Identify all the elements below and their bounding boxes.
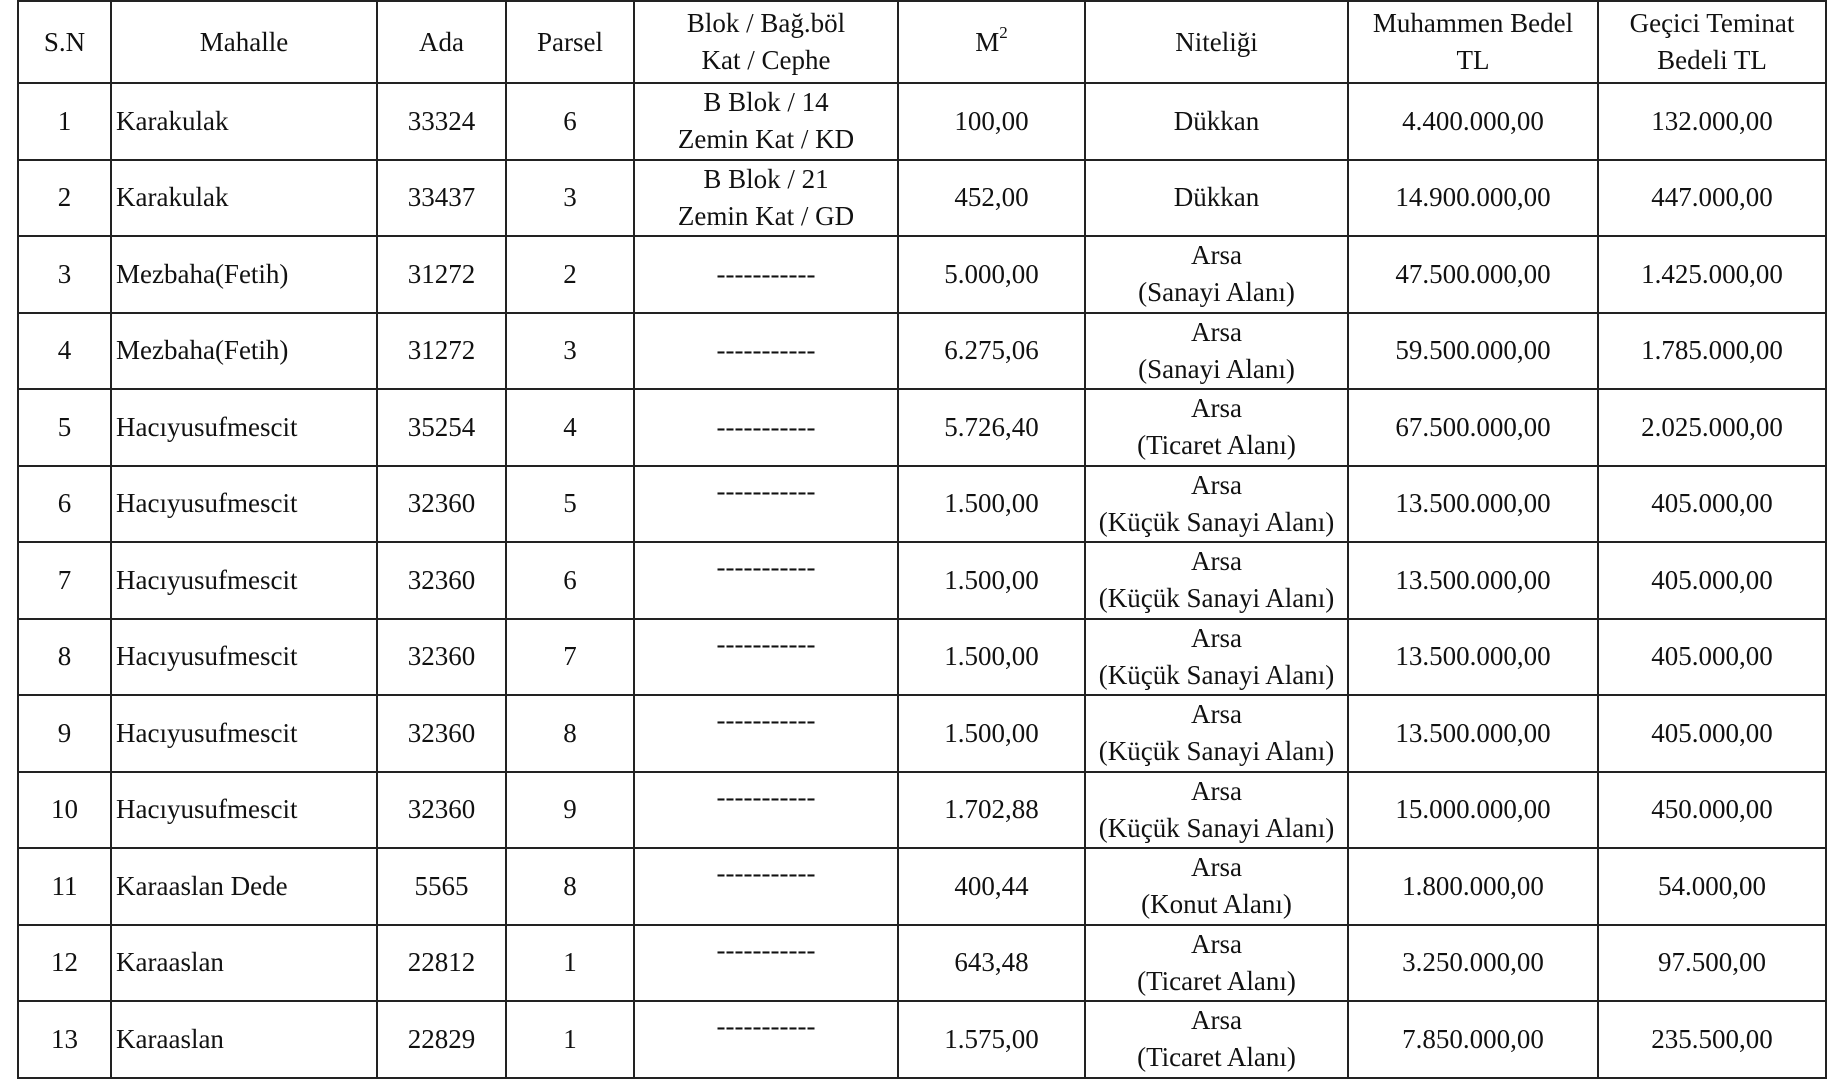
cell-muhammen: 7.850.000,00 <box>1348 1001 1598 1078</box>
cell-sn: 6 <box>18 466 111 543</box>
header-teminat-line1: Geçici Teminat <box>1629 8 1795 38</box>
cell-nitelik-line1: Arsa <box>1191 393 1242 424</box>
cell-muhammen: 47.500.000,00 <box>1348 236 1598 313</box>
cell-blok <box>634 619 898 696</box>
cell-mahalle: Mezbaha(Fetih) <box>111 313 377 390</box>
cell-blok <box>634 772 898 849</box>
cell-nitelik <box>1085 313 1348 390</box>
cell-nitelik-line2: (Sanayi Alanı) <box>1138 277 1295 308</box>
cell-muhammen: 13.500.000,00 <box>1348 619 1598 696</box>
cell-teminat: 1.425.000,00 <box>1598 236 1826 313</box>
cell-nitelik <box>1085 236 1348 313</box>
cell-muhammen: 15.000.000,00 <box>1348 772 1598 849</box>
cell-blok-line1: ----------- <box>716 475 816 506</box>
cell-teminat: 450.000,00 <box>1598 772 1826 849</box>
cell-ada: 32360 <box>377 619 506 696</box>
cell-nitelik <box>1085 542 1348 619</box>
cell-mahalle: Karakulak <box>111 160 377 237</box>
header-ada: Ada <box>377 1 506 83</box>
cell-m2: 1.500,00 <box>898 466 1085 543</box>
header-sn: S.N <box>18 1 111 83</box>
cell-sn: 3 <box>18 236 111 313</box>
table-row <box>18 1001 1826 1078</box>
header-m2-superscript: 2 <box>999 22 1008 42</box>
header-teminat <box>1598 1 1826 83</box>
table-row <box>18 772 1826 849</box>
cell-m2: 6.275,06 <box>898 313 1085 390</box>
cell-parsel: 1 <box>506 925 634 1002</box>
header-blok-line2: Kat / Cephe <box>701 45 831 75</box>
cell-parsel: 8 <box>506 695 634 772</box>
cell-muhammen: 59.500.000,00 <box>1348 313 1598 390</box>
cell-m2: 1.500,00 <box>898 619 1085 696</box>
cell-blok <box>634 542 898 619</box>
cell-m2: 100,00 <box>898 83 1085 160</box>
table-row <box>18 466 1826 543</box>
cell-m2: 1.500,00 <box>898 542 1085 619</box>
cell-teminat: 447.000,00 <box>1598 160 1826 237</box>
cell-sn: 8 <box>18 619 111 696</box>
cell-m2: 452,00 <box>898 160 1085 237</box>
cell-nitelik-line1: Arsa <box>1191 852 1242 883</box>
cell-blok <box>634 236 898 313</box>
cell-sn: 4 <box>18 313 111 390</box>
cell-blok <box>634 925 898 1002</box>
cell-blok-line1: ----------- <box>716 1011 816 1041</box>
cell-blok-line1: ----------- <box>716 411 816 442</box>
cell-m2: 1.500,00 <box>898 695 1085 772</box>
cell-blok-line1: ----------- <box>716 258 816 289</box>
cell-sn: 11 <box>18 848 111 925</box>
cell-muhammen: 13.500.000,00 <box>1348 542 1598 619</box>
cell-teminat: 2.025.000,00 <box>1598 389 1826 466</box>
cell-sn: 13 <box>18 1001 111 1078</box>
cell-ada: 32360 <box>377 466 506 543</box>
header-row <box>18 1 1826 83</box>
cell-ada: 31272 <box>377 313 506 390</box>
header-nitelik: Niteliği <box>1085 1 1348 83</box>
cell-blok <box>634 695 898 772</box>
cell-nitelik-line1: Arsa <box>1191 928 1242 959</box>
cell-parsel: 7 <box>506 619 634 696</box>
cell-mahalle: Hacıyusufmescit <box>111 389 377 466</box>
cell-nitelik-line1: Dükkan <box>1173 105 1260 136</box>
cell-blok-line1: ----------- <box>716 628 816 659</box>
auction-property-table-sheet <box>17 0 1825 1079</box>
cell-teminat: 132.000,00 <box>1598 83 1826 160</box>
cell-teminat: 235.500,00 <box>1598 1001 1826 1078</box>
cell-parsel: 6 <box>506 542 634 619</box>
cell-nitelik-line2: (Konut Alanı) <box>1141 889 1292 920</box>
cell-mahalle: Karaaslan Dede <box>111 848 377 925</box>
cell-blok <box>634 1001 898 1078</box>
cell-nitelik <box>1085 389 1348 466</box>
cell-nitelik-line2: (Ticaret Alanı) <box>1137 430 1296 461</box>
cell-teminat: 405.000,00 <box>1598 619 1826 696</box>
table-row <box>18 848 1826 925</box>
cell-muhammen: 3.250.000,00 <box>1348 925 1598 1002</box>
cell-nitelik-line1: Arsa <box>1191 622 1242 653</box>
cell-sn: 7 <box>18 542 111 619</box>
cell-blok-line1: ----------- <box>716 781 816 812</box>
cell-teminat: 97.500,00 <box>1598 925 1826 1002</box>
cell-ada: 33324 <box>377 83 506 160</box>
cell-ada: 5565 <box>377 848 506 925</box>
cell-blok <box>634 389 898 466</box>
cell-m2: 5.000,00 <box>898 236 1085 313</box>
table-row <box>18 313 1826 390</box>
cell-parsel: 2 <box>506 236 634 313</box>
header-blok-line1: Blok / Bağ.böl <box>686 8 846 38</box>
table-body <box>18 83 1826 1078</box>
cell-nitelik-line1: Arsa <box>1191 699 1242 730</box>
cell-parsel: 5 <box>506 466 634 543</box>
cell-sn: 1 <box>18 83 111 160</box>
cell-muhammen: 13.500.000,00 <box>1348 695 1598 772</box>
cell-parsel: 1 <box>506 1001 634 1078</box>
cell-sn: 10 <box>18 772 111 849</box>
cell-teminat: 405.000,00 <box>1598 466 1826 543</box>
cell-m2: 400,44 <box>898 848 1085 925</box>
cell-muhammen: 13.500.000,00 <box>1348 466 1598 543</box>
cell-mahalle: Hacıyusufmescit <box>111 772 377 849</box>
cell-parsel: 3 <box>506 313 634 390</box>
cell-mahalle: Hacıyusufmescit <box>111 695 377 772</box>
cell-nitelik-line2: (Ticaret Alanı) <box>1137 965 1296 996</box>
cell-ada: 32360 <box>377 542 506 619</box>
header-mahalle: Mahalle <box>111 1 377 83</box>
table-row <box>18 925 1826 1002</box>
cell-nitelik-line2: (Sanayi Alanı) <box>1138 353 1295 384</box>
cell-mahalle: Hacıyusufmescit <box>111 619 377 696</box>
cell-nitelik <box>1085 619 1348 696</box>
cell-nitelik <box>1085 772 1348 849</box>
cell-blok <box>634 313 898 390</box>
cell-ada: 31272 <box>377 236 506 313</box>
cell-nitelik <box>1085 83 1348 160</box>
table-row <box>18 695 1826 772</box>
cell-nitelik-line2: (Küçük Sanayi Alanı) <box>1098 736 1335 767</box>
cell-nitelik-line2: (Küçük Sanayi Alanı) <box>1098 506 1335 537</box>
cell-parsel: 6 <box>506 83 634 160</box>
cell-m2: 1.575,00 <box>898 1001 1085 1078</box>
cell-blok-line1: B Blok / 21 <box>703 163 829 194</box>
cell-nitelik-line2: (Küçük Sanayi Alanı) <box>1098 812 1335 843</box>
cell-muhammen: 4.400.000,00 <box>1348 83 1598 160</box>
cell-nitelik-line2: (Küçük Sanayi Alanı) <box>1098 659 1335 690</box>
cell-teminat: 1.785.000,00 <box>1598 313 1826 390</box>
cell-parsel: 9 <box>506 772 634 849</box>
cell-sn: 2 <box>18 160 111 237</box>
cell-m2: 643,48 <box>898 925 1085 1002</box>
cell-nitelik <box>1085 925 1348 1002</box>
cell-teminat: 54.000,00 <box>1598 848 1826 925</box>
cell-ada: 22829 <box>377 1001 506 1078</box>
cell-blok <box>634 83 898 160</box>
table-row <box>18 83 1826 160</box>
cell-nitelik <box>1085 466 1348 543</box>
cell-nitelik-line1: Arsa <box>1191 469 1242 500</box>
cell-nitelik-line2: (Ticaret Alanı) <box>1137 1042 1296 1073</box>
cell-ada: 35254 <box>377 389 506 466</box>
cell-parsel: 3 <box>506 160 634 237</box>
header-m2 <box>898 1 1085 83</box>
cell-blok-line1: ----------- <box>716 335 816 366</box>
header-muhammen-line1: Muhammen Bedel <box>1372 8 1574 38</box>
cell-mahalle: Karakulak <box>111 83 377 160</box>
cell-blok-line2: Zemin Kat / KD <box>677 124 855 155</box>
property-table <box>17 0 1827 1079</box>
cell-ada: 22812 <box>377 925 506 1002</box>
cell-nitelik <box>1085 695 1348 772</box>
table-row <box>18 542 1826 619</box>
cell-blok <box>634 466 898 543</box>
cell-ada: 32360 <box>377 772 506 849</box>
header-parsel: Parsel <box>506 1 634 83</box>
cell-teminat: 405.000,00 <box>1598 542 1826 619</box>
cell-m2: 1.702,88 <box>898 772 1085 849</box>
cell-blok-line1: ----------- <box>716 934 816 965</box>
cell-teminat: 405.000,00 <box>1598 695 1826 772</box>
cell-nitelik-line2: (Küçük Sanayi Alanı) <box>1098 583 1335 614</box>
table-row <box>18 160 1826 237</box>
header-m2-base: M <box>975 26 1000 57</box>
cell-muhammen: 14.900.000,00 <box>1348 160 1598 237</box>
header-muhammen-line2: TL <box>1456 45 1490 75</box>
cell-mahalle: Hacıyusufmescit <box>111 466 377 543</box>
cell-parsel: 4 <box>506 389 634 466</box>
cell-blok <box>634 160 898 237</box>
cell-mahalle: Karaaslan <box>111 925 377 1002</box>
cell-muhammen: 67.500.000,00 <box>1348 389 1598 466</box>
cell-blok-line2: Zemin Kat / GD <box>677 200 855 231</box>
table-row <box>18 619 1826 696</box>
cell-sn: 5 <box>18 389 111 466</box>
cell-mahalle: Mezbaha(Fetih) <box>111 236 377 313</box>
cell-ada: 32360 <box>377 695 506 772</box>
cell-nitelik-line1: Arsa <box>1191 316 1242 347</box>
cell-nitelik <box>1085 160 1348 237</box>
cell-sn: 12 <box>18 925 111 1002</box>
header-muhammen <box>1348 1 1598 83</box>
table-row <box>18 389 1826 466</box>
cell-nitelik <box>1085 848 1348 925</box>
cell-nitelik-line1: Arsa <box>1191 775 1242 806</box>
cell-nitelik-line1: Dükkan <box>1173 182 1260 213</box>
cell-sn: 9 <box>18 695 111 772</box>
cell-parsel: 8 <box>506 848 634 925</box>
table-row <box>18 236 1826 313</box>
cell-blok-line1: B Blok / 14 <box>703 87 829 118</box>
cell-mahalle: Karaaslan <box>111 1001 377 1078</box>
cell-nitelik <box>1085 1001 1348 1078</box>
header-blok <box>634 1 898 83</box>
cell-blok <box>634 848 898 925</box>
cell-muhammen: 1.800.000,00 <box>1348 848 1598 925</box>
cell-blok-line1: ----------- <box>716 858 816 888</box>
header-teminat-line2: Bedeli TL <box>1657 45 1767 75</box>
cell-blok-line1: ----------- <box>716 552 816 582</box>
cell-m2: 5.726,40 <box>898 389 1085 466</box>
cell-blok-line1: ----------- <box>716 705 816 735</box>
cell-nitelik-line1: Arsa <box>1191 546 1242 577</box>
cell-mahalle: Hacıyusufmescit <box>111 542 377 619</box>
cell-ada: 33437 <box>377 160 506 237</box>
cell-nitelik-line1: Arsa <box>1191 1005 1242 1036</box>
cell-nitelik-line1: Arsa <box>1191 240 1242 271</box>
